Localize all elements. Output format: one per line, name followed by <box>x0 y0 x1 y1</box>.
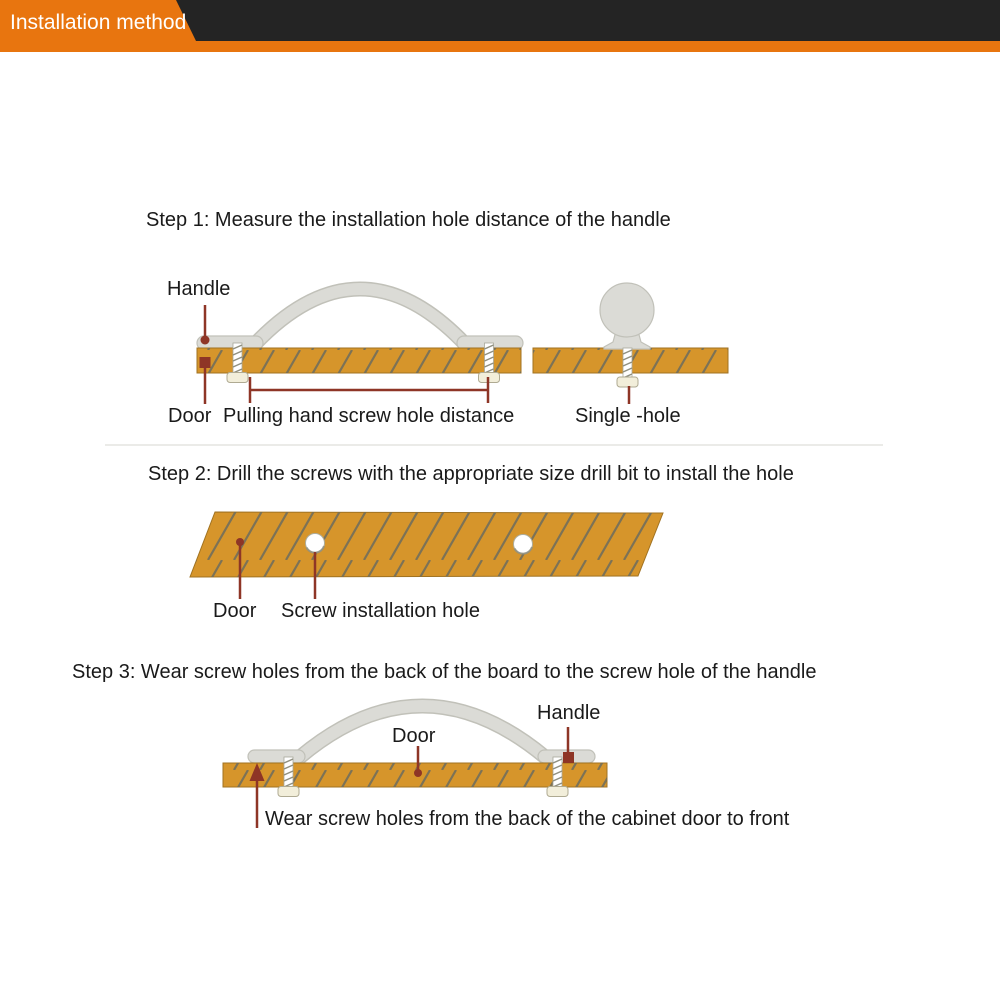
handle-left-foot <box>248 750 305 763</box>
section-divider <box>105 444 883 446</box>
step-3-heading: Step 3: Wear screw holes from the back of the board to the screw hole of the handle <box>72 661 817 683</box>
header-dark-ribbon <box>176 0 1000 41</box>
door-label: Door <box>168 405 212 427</box>
header-banner <box>0 0 1000 52</box>
door-board-graphic <box>197 348 521 373</box>
step-2-diagram <box>180 500 680 600</box>
drill-hole-right <box>514 535 533 554</box>
step-2-heading: Step 2: Drill the screws with the appropriate size drill bit to install the hole <box>148 463 794 485</box>
step-1-heading: Step 1: Measure the installation hole distance of the handle <box>146 209 671 231</box>
handle-label: Handle <box>537 702 601 724</box>
door-label: Door <box>392 725 436 747</box>
door-label: Door <box>213 600 257 622</box>
dimension-line <box>250 377 488 403</box>
single-hole-label: Single -hole <box>575 405 681 427</box>
hole-distance-label: Pulling hand screw hole distance <box>223 405 515 427</box>
drill-hole-left <box>306 534 325 553</box>
door-pointer-line <box>414 746 422 777</box>
handle-graphic <box>197 289 523 350</box>
handle-pointer-line <box>201 305 210 345</box>
handle-label: Handle <box>167 278 231 300</box>
handle-pointer-line <box>563 727 574 763</box>
through-caption: Wear screw holes from the back of the cabinet door to front <box>265 808 790 830</box>
page-title: Installation method <box>10 11 187 34</box>
drilled-board-graphic <box>190 512 663 577</box>
screw-hole-label: Screw installation hole <box>281 600 480 622</box>
step-1-diagram <box>140 265 760 410</box>
knob-graphic <box>600 283 654 349</box>
door-pointer-line <box>200 357 211 404</box>
